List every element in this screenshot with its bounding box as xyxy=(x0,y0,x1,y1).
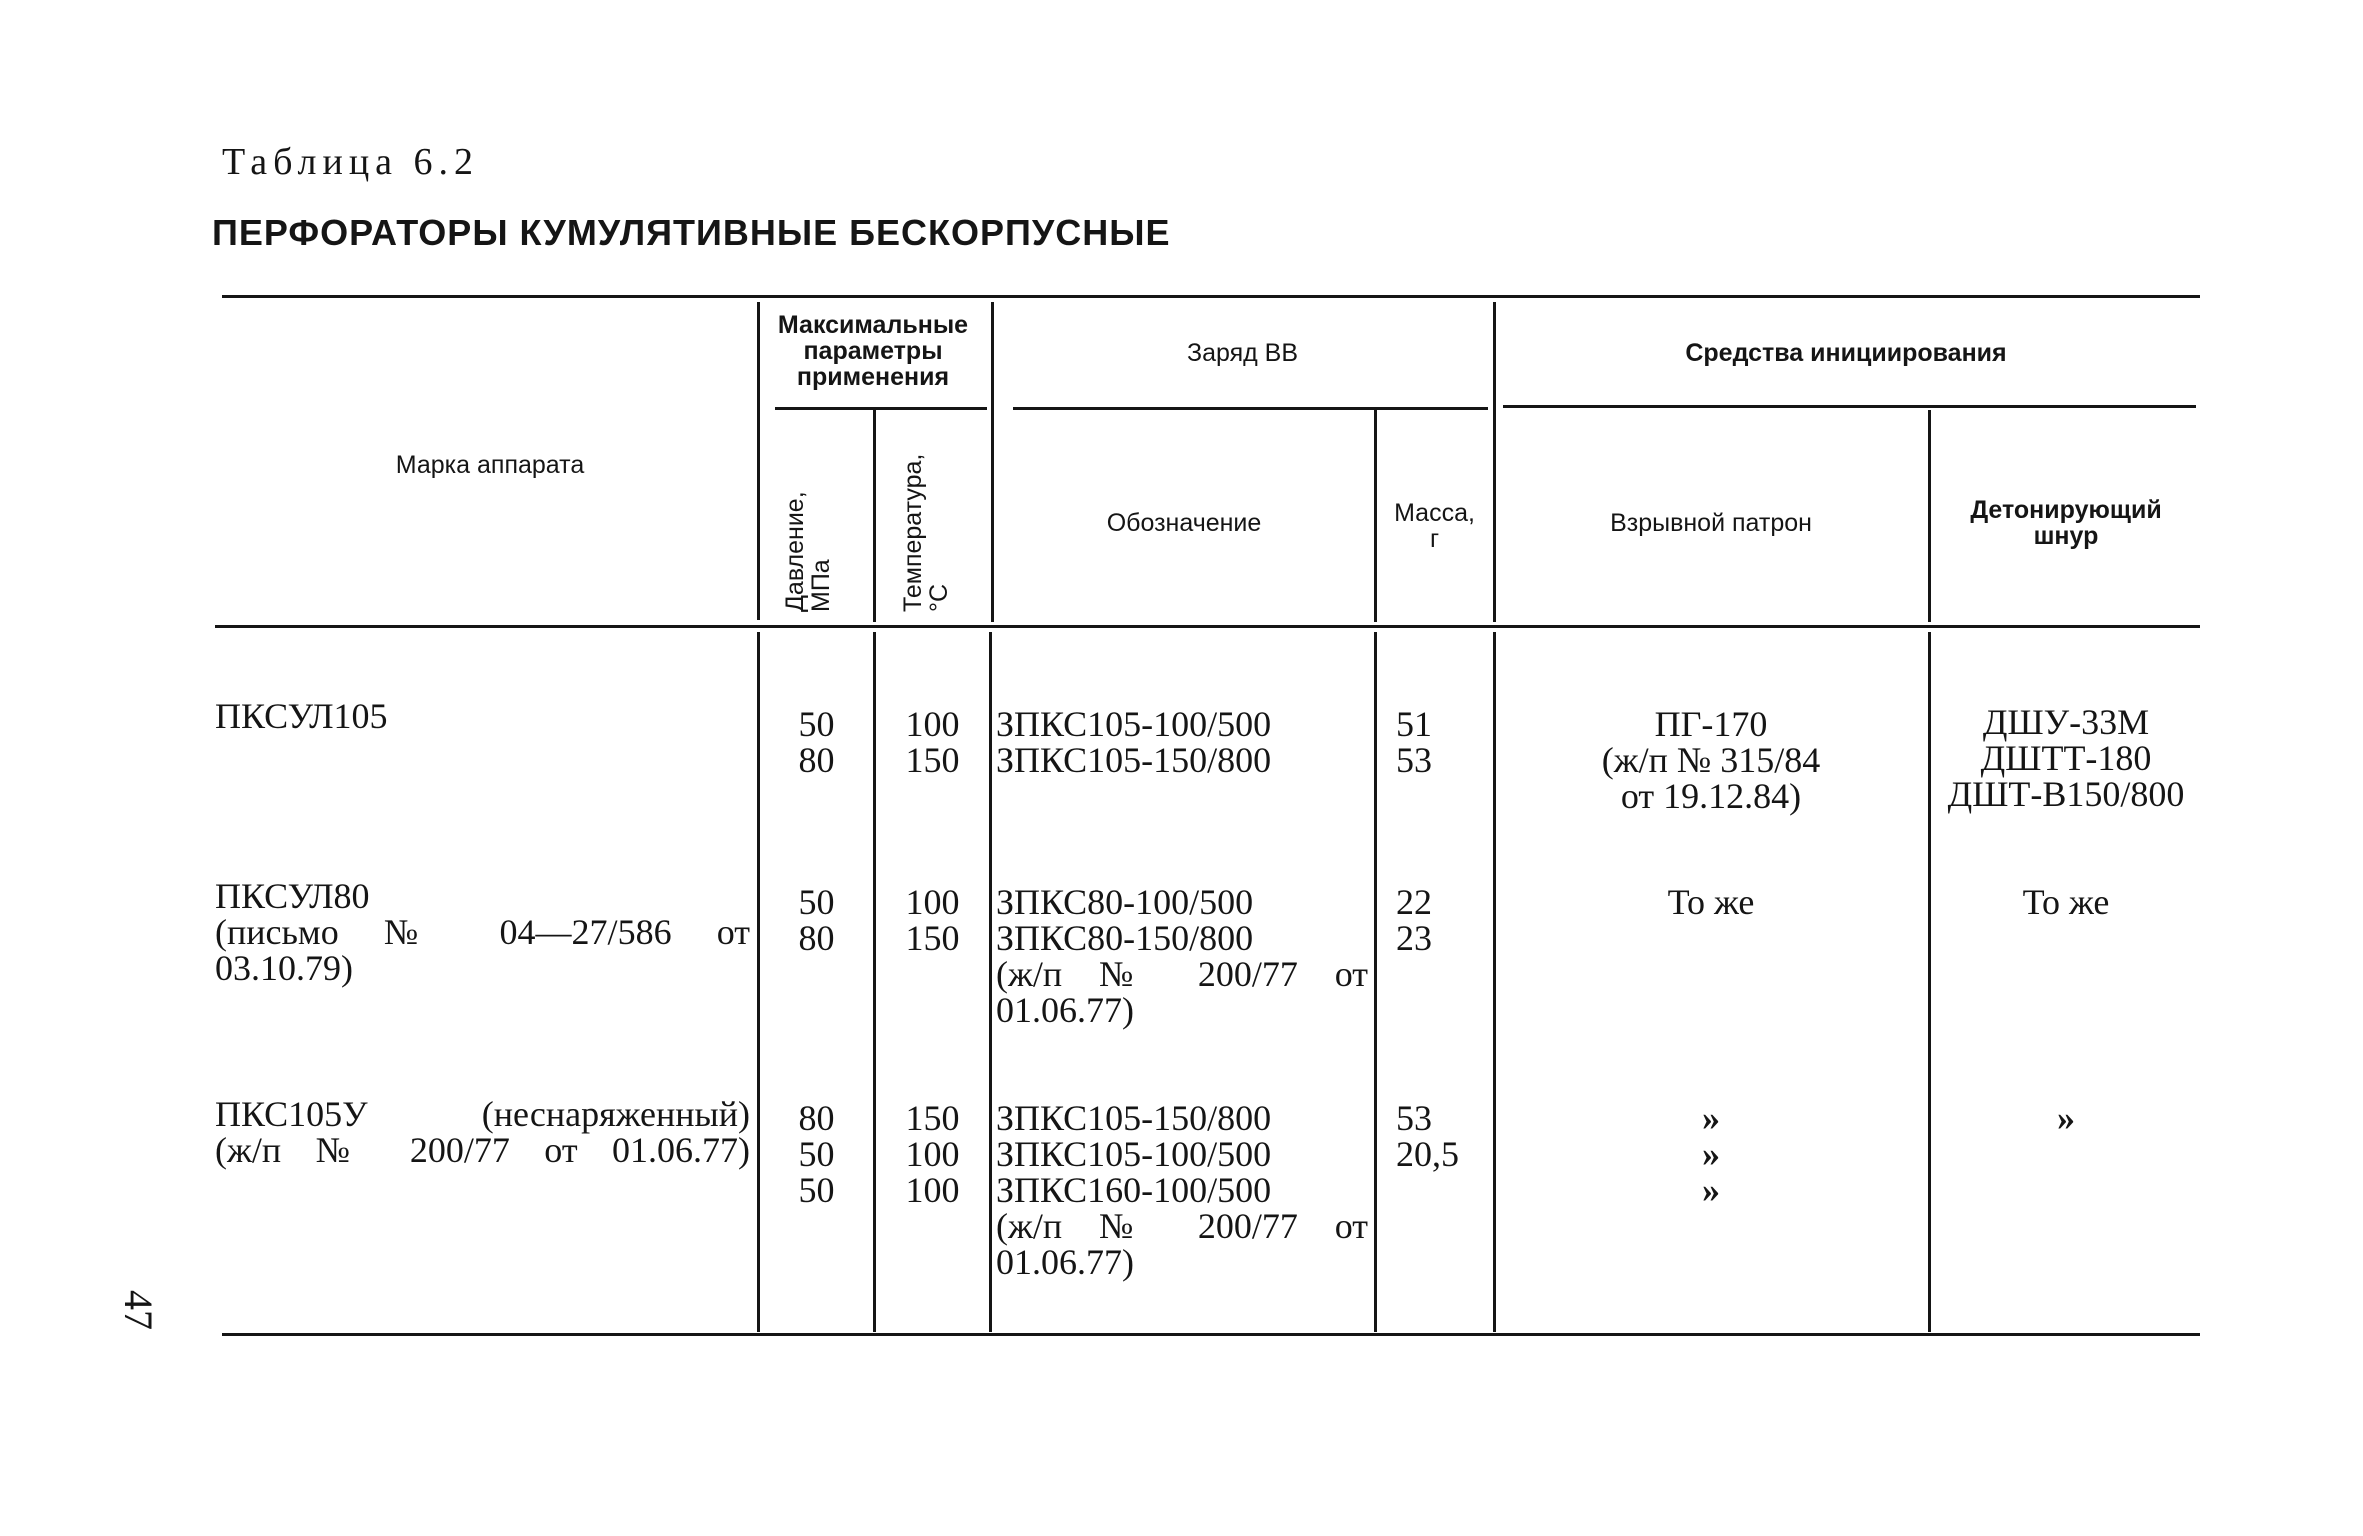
cell-value: 80 xyxy=(798,1098,835,1138)
row-1-mass xyxy=(1396,706,1432,778)
header-blasting-cap: Взрывной патрон xyxy=(1610,509,1812,537)
header-temperature-line-2: °С xyxy=(925,583,953,612)
cell-value: ДШТТ-180 xyxy=(1980,738,2152,778)
row-2-temperature xyxy=(876,884,989,956)
cell-value: 22 xyxy=(1396,882,1432,922)
max-params-subrule xyxy=(775,407,987,410)
ditto-mark: » xyxy=(1702,1098,1720,1138)
cell-value: ЗПКС105-100/500 xyxy=(996,1134,1272,1174)
row-2-mass xyxy=(1396,884,1432,956)
top-rule xyxy=(222,295,2200,298)
cell-value: 50 xyxy=(798,704,835,744)
row-2-designation-note: (ж/п № 200/77 от xyxy=(996,954,1368,994)
row-1-det-cord xyxy=(1932,704,2200,812)
cell-value: 150 xyxy=(905,1098,960,1138)
row-2-brand-line-2: (письмо № 04—27/586 от xyxy=(215,912,750,952)
header-det-cord xyxy=(1932,497,2200,549)
header-charge: Заряд ВВ xyxy=(1186,339,1299,367)
cell-value: (ж/п № 315/84 xyxy=(1601,740,1821,780)
cell-value: 150 xyxy=(905,740,960,780)
cell-value: ЗПКС105-150/800 xyxy=(996,1098,1272,1138)
row-2-designation-date: 01.06.77) xyxy=(996,990,1134,1030)
body-rule-4 xyxy=(1374,632,1377,1332)
header-mass xyxy=(1378,500,1491,552)
charge-subrule xyxy=(1013,407,1488,410)
row-1-blasting-cap xyxy=(1496,706,1926,814)
header-brand: Марка аппарата xyxy=(395,451,585,479)
header-pressure xyxy=(782,491,834,612)
cell-value: ДШУ-33М xyxy=(1982,702,2150,742)
header-max-params-line-1: Максимальные xyxy=(777,311,969,339)
row-3-designation-note: (ж/п № 200/77 от xyxy=(996,1206,1368,1246)
cell-value: 100 xyxy=(905,704,960,744)
header-max-params-line-3: применения xyxy=(796,363,950,391)
header-mass-line-1: Масса, xyxy=(1394,499,1475,527)
row-3-designation-date: 01.06.77) xyxy=(996,1242,1134,1282)
header-temperature xyxy=(900,454,952,612)
cell-value: от 19.12.84) xyxy=(1620,776,1802,816)
page-number: 47 xyxy=(116,1290,161,1330)
row-1-brand: ПКСУЛ105 xyxy=(215,696,388,736)
col-rule-1 xyxy=(757,302,760,620)
row-3-mass xyxy=(1396,1100,1459,1172)
row-3-brand-line-2: (ж/п № 200/77 от 01.06.77) xyxy=(215,1130,750,1170)
header-det-cord-line-1: Детонирующий xyxy=(1970,496,2162,524)
row-2-designation xyxy=(996,884,1253,956)
cell-value: ЗПКС80-150/800 xyxy=(996,918,1254,958)
header-pressure-line-1: Давление, xyxy=(781,491,809,612)
cell-value: ЗПКС80-100/500 xyxy=(996,882,1254,922)
cell-value: ПГ-170 xyxy=(1654,704,1768,744)
header-pressure-line-2: МПа xyxy=(807,559,835,612)
cell-value: ЗПКС160-100/500 xyxy=(996,1170,1272,1210)
cell-value: 80 xyxy=(798,740,835,780)
row-2-pressure xyxy=(760,884,873,956)
row-3-blasting-cap xyxy=(1496,1100,1926,1208)
cell-value: 100 xyxy=(905,1170,960,1210)
cell-value: 100 xyxy=(905,1134,960,1174)
cell-value: 50 xyxy=(798,1170,835,1210)
row-1-pressure xyxy=(760,706,873,778)
cell-value: 53 xyxy=(1396,1098,1432,1138)
ditto-mark: » xyxy=(1702,1170,1720,1210)
header-temperature-line-1: Температура, xyxy=(899,453,927,612)
header-max-params-line-2: параметры xyxy=(803,337,943,365)
row-2-det-cord: То же xyxy=(2022,882,2110,922)
cell-value: ЗПКС105-150/800 xyxy=(996,740,1272,780)
col-rule-2 xyxy=(873,410,876,622)
header-max-params xyxy=(762,312,984,390)
cell-value: 51 xyxy=(1396,704,1432,744)
row-2-brand-line-3: 03.10.79) xyxy=(215,948,353,988)
ditto-mark: » xyxy=(1702,1134,1720,1174)
cell-value: 100 xyxy=(905,882,960,922)
header-designation: Обозначение xyxy=(1106,509,1262,537)
col-rule-3 xyxy=(991,302,994,622)
header-initiation: Средства инициирования xyxy=(1685,339,2007,367)
cell-value: 80 xyxy=(798,918,835,958)
col-rule-6 xyxy=(1928,410,1931,622)
cell-value: 50 xyxy=(798,1134,835,1174)
header-bottom-rule xyxy=(215,625,2200,628)
initiation-subrule xyxy=(1503,405,2196,408)
row-3-pressure xyxy=(760,1100,873,1208)
row-3-designation xyxy=(996,1100,1271,1208)
body-rule-3 xyxy=(989,632,992,1332)
bottom-rule xyxy=(222,1333,2200,1336)
cell-value: 20,5 xyxy=(1396,1134,1459,1174)
body-rule-6 xyxy=(1928,632,1931,1332)
cell-value: 150 xyxy=(905,918,960,958)
cell-value: 50 xyxy=(798,882,835,922)
row-1-temperature xyxy=(876,706,989,778)
row-3-temperature xyxy=(876,1100,989,1208)
row-2-brand-line-1: ПКСУЛ80 xyxy=(215,876,370,916)
row-2-blasting-cap: То же xyxy=(1667,882,1755,922)
header-mass-line-2: г xyxy=(1429,525,1440,553)
row-3-det-cord: » xyxy=(2057,1098,2075,1138)
row-3-brand-line-1: ПКС105У (неснаряженный) xyxy=(215,1094,750,1134)
col-rule-4 xyxy=(1374,410,1377,622)
cell-value: 53 xyxy=(1396,740,1432,780)
table-title: ПЕРФОРАТОРЫ КУМУЛЯТИВНЫЕ БЕСКОРПУСНЫЕ xyxy=(212,212,1171,253)
cell-value: ЗПКС105-100/500 xyxy=(996,704,1272,744)
header-det-cord-line-2: шнур xyxy=(2033,522,2099,550)
cell-value: 23 xyxy=(1396,918,1432,958)
table-caption: Таблица 6.2 xyxy=(222,141,480,183)
row-1-designation xyxy=(996,706,1271,778)
cell-value: ДШТ-В150/800 xyxy=(1947,774,2185,814)
